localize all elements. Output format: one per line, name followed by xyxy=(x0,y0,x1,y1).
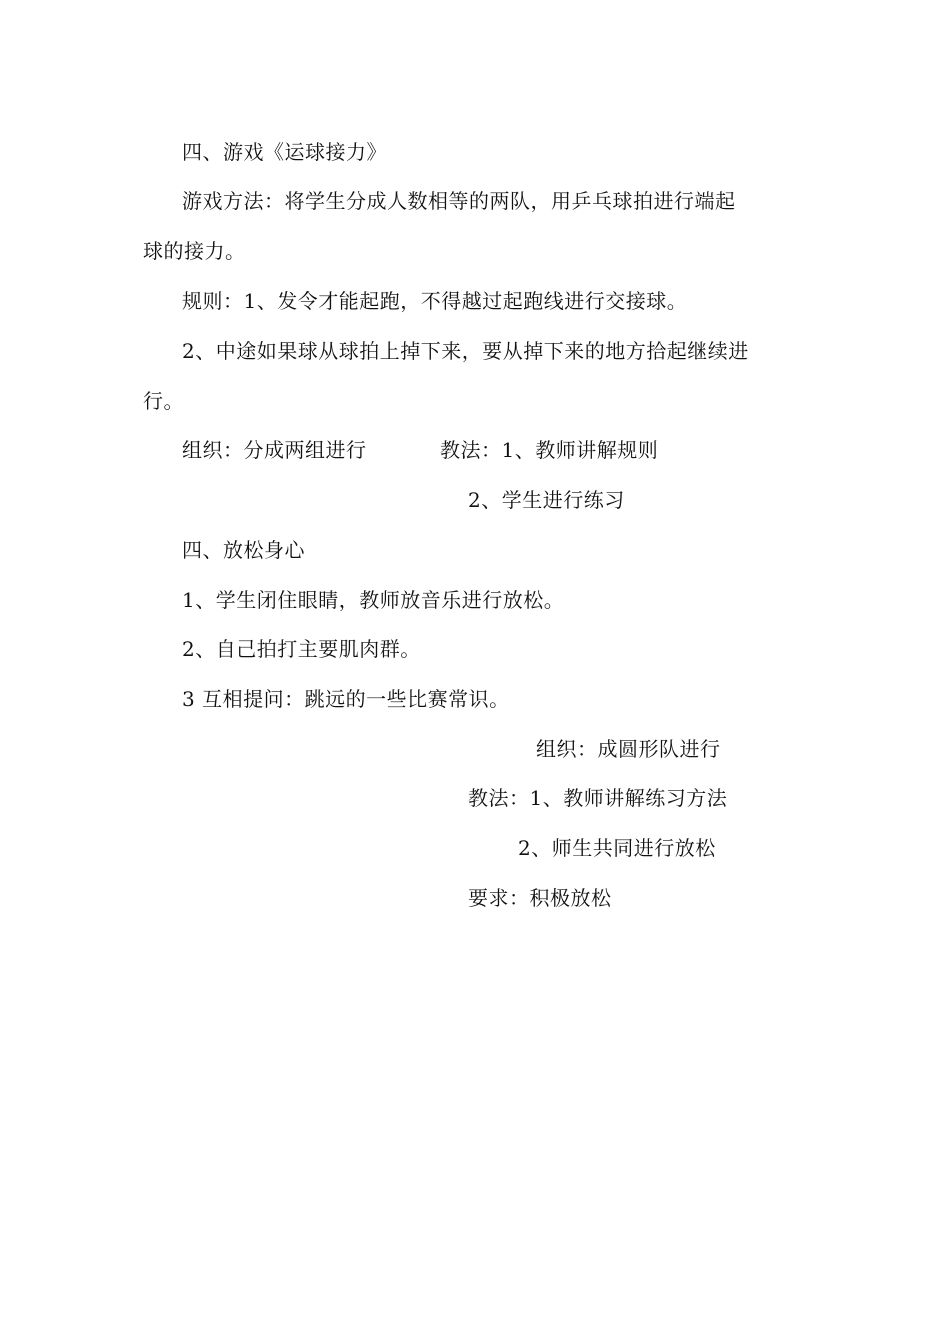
relax-item-1: 1、学生闭住眼睛，教师放音乐进行放松。 xyxy=(182,588,565,612)
relax-teaching-1: 教法：1、教师讲解练习方法 xyxy=(468,786,728,810)
game-rule-1: 规则：1、发令才能起跑，不得越过起跑线进行交接球。 xyxy=(182,289,688,313)
relax-heading: 四、放松身心 xyxy=(182,538,305,562)
relax-item-2: 2、自己拍打主要肌肉群。 xyxy=(182,637,421,661)
game-teaching-2: 2、学生进行练习 xyxy=(468,488,625,512)
game-rule-2-line1: 2、中途如果球从球拍上掉下来，要从掉下来的地方拾起继续进 xyxy=(182,339,749,363)
game-rule-2-line2: 行。 xyxy=(143,389,184,413)
game-teaching-1: 教法：1、教师讲解规则 xyxy=(440,438,659,462)
relax-item-3: 3 互相提问：跳远的一些比赛常识。 xyxy=(182,687,510,711)
relax-organization: 组织：成圆形队进行 xyxy=(536,737,721,761)
game-organization: 组织：分成两组进行 xyxy=(182,438,367,462)
relax-requirement: 要求：积极放松 xyxy=(468,886,612,910)
game-method-line1: 游戏方法：将学生分成人数相等的两队，用乒乓球拍进行端起 xyxy=(182,189,736,213)
game-method-line2: 球的接力。 xyxy=(143,239,246,263)
game-heading: 四、游戏《运球接力》 xyxy=(182,140,387,164)
relax-teaching-2: 2、师生共同进行放松 xyxy=(518,836,716,860)
